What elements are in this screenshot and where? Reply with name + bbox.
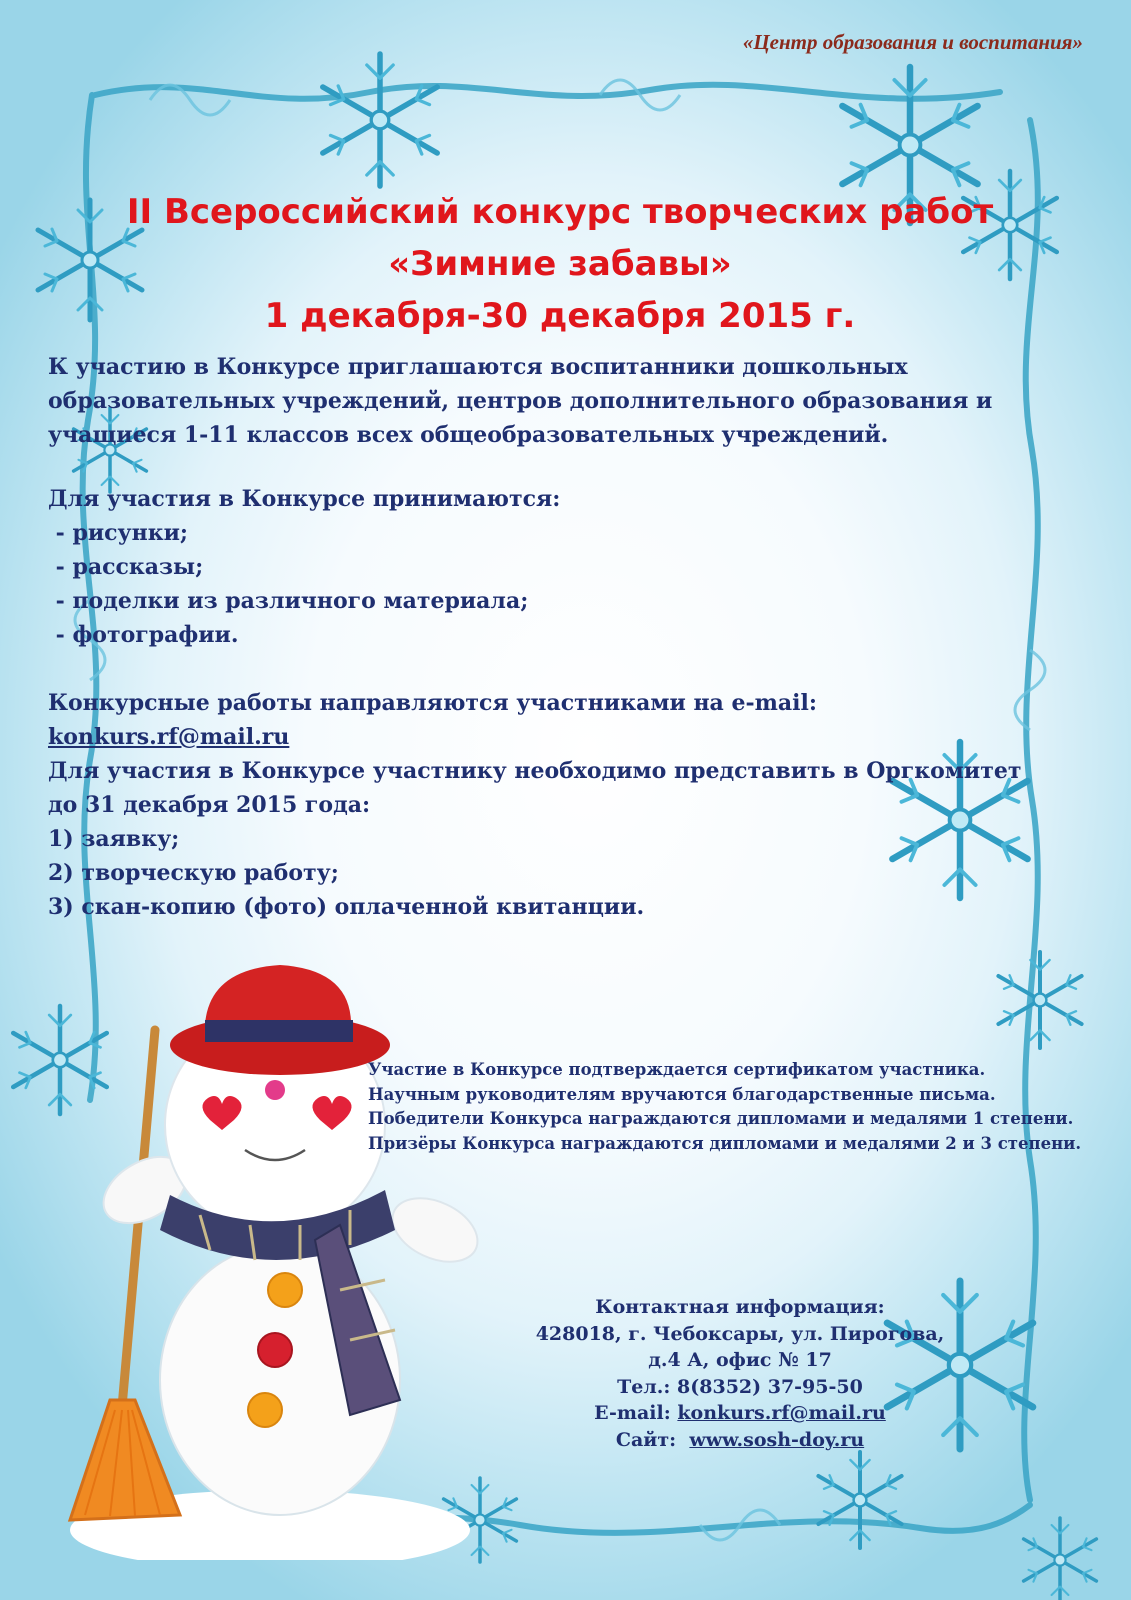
- contacts-email-link[interactable]: konkurs.rf@mail.ru: [677, 1402, 886, 1424]
- list-item: 2) творческую работу;: [48, 860, 339, 886]
- submission-email-link[interactable]: konkurs.rf@mail.ru: [48, 724, 290, 750]
- list-item: 1) заявку;: [48, 826, 180, 852]
- list-item: 3) скан-копию (фото) оплаченной квитанции.: [48, 894, 645, 920]
- contacts-heading: Контактная информация:: [595, 1296, 885, 1318]
- intro-paragraph: [48, 350, 1048, 452]
- submission-line: до 31 декабря 2015 года:: [48, 792, 371, 818]
- list-item: - фотографии.: [48, 622, 239, 648]
- intro-line: К участию в Конкурсе приглашаются воспитанники дошкольных: [48, 354, 908, 380]
- list-item: - рисунки;: [48, 520, 189, 546]
- awards-line: Победители Конкурса награждаются дипломами и медалями 1 степени.: [368, 1109, 1074, 1128]
- intro-line: учащиеся 1-11 классов всех общеобразовательных учреждений.: [48, 422, 889, 448]
- page-title: [60, 186, 1060, 342]
- accepted-heading: Для участия в Конкурсе принимаются:: [48, 486, 561, 512]
- organization-name: «Центр образования и воспитания»: [742, 30, 1083, 54]
- contacts-site-row: [520, 1427, 960, 1454]
- submission-line: Для участия в Конкурсе участнику необходимо представить в Оргкомитет: [48, 758, 1022, 784]
- contacts-phone: Тел.: 8(8352) 37-95-50: [617, 1375, 863, 1398]
- title-line-3: 1 декабря-30 декабря 2015 г.: [264, 296, 856, 336]
- site-label: Сайт:: [615, 1428, 690, 1451]
- submission-line: Конкурсные работы направляются участниками на e-mail:: [48, 690, 817, 716]
- awards-line: Научным руководителям вручаются благодарственные письма.: [368, 1084, 996, 1104]
- intro-line: образовательных учреждений, центров дополнительного образования и: [48, 388, 993, 414]
- title-line-1: II Всероссийский конкурс творческих работ: [126, 192, 994, 232]
- contacts-email-row: [520, 1400, 960, 1427]
- list-item: - поделки из различного материала;: [48, 588, 529, 614]
- awards-line: Участие в Конкурсе подтверждается сертификатом участника.: [368, 1060, 986, 1079]
- awards-line: Призёры Конкурса награждаются дипломами и медалями 2 и 3 степени.: [368, 1133, 1082, 1153]
- contacts-site-link[interactable]: www.sosh-doy.ru: [689, 1428, 865, 1451]
- contact-info: [520, 1294, 960, 1453]
- email-label: E-mail:: [594, 1402, 678, 1424]
- snowman-illustration: [50, 960, 500, 1560]
- contacts-address: 428018, г. Чебоксары, ул. Пирогова,: [535, 1322, 945, 1345]
- awards-info: [368, 1058, 1081, 1156]
- list-item: - рассказы;: [48, 554, 204, 580]
- title-line-2: «Зимние забавы»: [388, 244, 732, 284]
- accepted-works: [48, 482, 1048, 652]
- contacts-address: д.4 А, офис № 17: [648, 1349, 832, 1371]
- submission-info: [48, 686, 1048, 924]
